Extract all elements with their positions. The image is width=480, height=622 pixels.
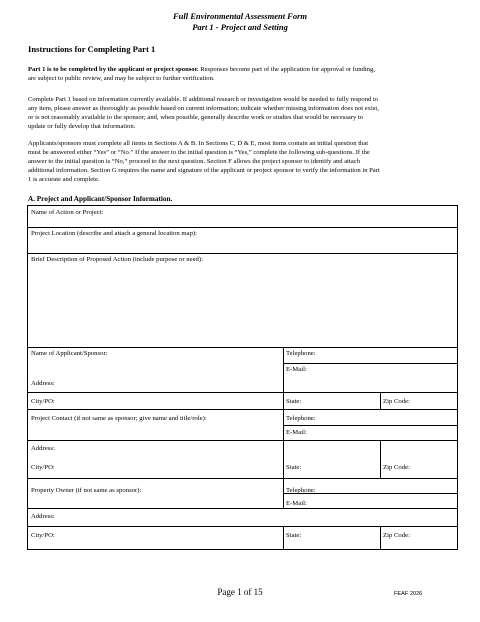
paragraph-1-line-2: are subject to public review, and may be subject to further verification. — [28, 74, 215, 82]
project-contact-field[interactable]: Project Contact (if not same as sponsor; give name and title/role): — [31, 415, 207, 422]
paragraph-2-line-2: any item, please answer as thoroughly as possible based on current information; indicate whether missing information does not exist, — [28, 104, 379, 112]
row-divider — [28, 526, 458, 527]
owner-state-field[interactable]: State: — [286, 532, 302, 539]
paragraph-3-line-2: must be answered either “Yes” or “No.” If the answer to the initial question is “Yes,” complete the following sub-questions. If the — [28, 148, 370, 156]
column-divider — [283, 392, 284, 409]
form-title: Full Environmental Assessment Form — [172, 11, 308, 21]
paragraph-2-line-1: Complete Part 1 based on information currently available. If additional research or investigation would be needed to fully respond to — [28, 96, 379, 103]
paragraph-3-line-1: Applicants/sponsors must complete all items in Sections A & B. In Sections C, D & E, most items contain an initial question that — [28, 140, 369, 147]
instructions-heading: Instructions for Completing Part 1 — [28, 44, 156, 54]
project-information-table — [27, 205, 458, 550]
owner-telephone-field[interactable]: Telephone: — [286, 487, 316, 494]
column-divider — [283, 478, 284, 508]
owner-zip-field[interactable]: Zip Code: — [383, 532, 410, 539]
paragraph-3-line-5: 1 is accurate and complete. — [28, 175, 100, 183]
project-location-field[interactable]: Project Location (describe and attach a general location map): — [31, 230, 197, 237]
paragraph-1-rest: Responses become part of the application for approval or funding, — [198, 66, 375, 73]
contact-zip-field[interactable]: Zip Code: — [383, 464, 410, 471]
column-divider — [380, 440, 381, 478]
instructions-paragraph-2 — [28, 96, 460, 132]
column-divider — [283, 409, 284, 440]
row-divider — [28, 440, 458, 441]
row-divider — [28, 392, 458, 393]
applicant-state-field[interactable]: State: — [286, 398, 302, 405]
contact-city-field[interactable]: City/PO: — [31, 464, 55, 471]
contact-address-field[interactable]: Address: — [31, 445, 55, 452]
instructions-paragraph-3 — [28, 140, 460, 185]
paragraph-1-line-1 — [28, 66, 460, 75]
row-divider — [28, 253, 458, 254]
row-divider — [28, 478, 458, 479]
section-a-title: A. Project and Applicant/Sponsor Information. — [28, 195, 173, 203]
paragraph-1-bold: Part 1 is to be completed by the applicant or project sponsor. — [28, 66, 199, 73]
applicant-address-field[interactable]: Address: — [31, 380, 55, 387]
column-divider — [283, 526, 284, 550]
column-divider — [380, 392, 381, 409]
applicant-name-field[interactable]: Name of Applicant/Sponsor: — [31, 350, 108, 357]
name-of-action-field[interactable]: Name of Action or Project: — [31, 209, 104, 216]
contact-state-field[interactable]: State: — [286, 464, 302, 471]
applicant-email-field[interactable]: E-Mail: — [286, 366, 307, 373]
contact-email-field[interactable]: E-Mail: — [286, 429, 307, 436]
row-divider — [28, 409, 458, 410]
form-code: FEAF 2026 — [394, 591, 423, 597]
column-divider — [283, 440, 284, 478]
column-divider — [380, 526, 381, 550]
row-divider — [28, 227, 458, 228]
paragraph-2-line-4: update or fully develop that information. — [28, 122, 136, 130]
instructions-paragraph-1 — [28, 66, 460, 84]
form-subtitle: Part 1 - Project and Setting — [192, 22, 288, 32]
brief-description-field[interactable]: Brief Description of Proposed Action (include purpose or need): — [31, 256, 203, 263]
applicant-zip-field[interactable]: Zip Code: — [383, 398, 410, 405]
paragraph-2-line-3: or is not reasonably available to the sponsor; and, when possible, generally describe work or studies that would be necessary to — [28, 113, 364, 121]
paragraph-3-line-3: answer to the initial question is “No,” proceed to the next question. Section F allows the project sponsor to identify and attach — [28, 157, 360, 165]
paragraph-3-line-4: additional information. Section G requires the name and signature of the applicant or project sponsor to verify the information in Part — [28, 166, 380, 174]
row-divider — [283, 363, 458, 364]
contact-telephone-field[interactable]: Telephone: — [286, 415, 316, 422]
column-divider — [283, 347, 284, 392]
applicant-telephone-field[interactable]: Telephone: — [286, 350, 316, 357]
property-owner-field[interactable]: Property Owner (if not same as sponsor): — [31, 487, 142, 494]
row-divider — [283, 425, 458, 426]
owner-city-field[interactable]: City/PO: — [31, 532, 55, 539]
owner-email-field[interactable]: E-Mail: — [286, 500, 307, 507]
row-divider — [28, 347, 458, 348]
row-divider — [28, 508, 458, 509]
applicant-city-field[interactable]: City/PO: — [31, 398, 55, 405]
page-number: Page 1 of 15 — [217, 587, 263, 597]
owner-address-field[interactable]: Address: — [31, 513, 55, 520]
